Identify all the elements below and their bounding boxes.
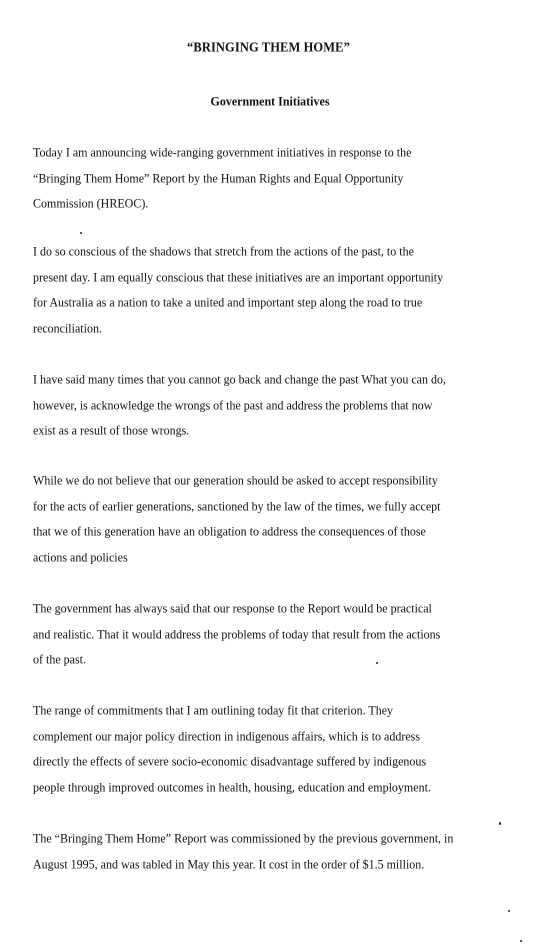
paragraph-5 <box>33 596 525 673</box>
paragraph-line: The range of commitments that I am outlining today fit that criterion. They <box>33 702 394 718</box>
paragraph-line: While we do not believe that our generation should be asked to accept responsibility <box>33 472 438 488</box>
paragraph-1 <box>33 140 525 217</box>
paragraph-3 <box>33 367 525 444</box>
paragraph-line: however, is acknowledge the wrongs of the past and address the problems that now <box>33 396 433 413</box>
paragraph-line: exist as a result of those wrongs. <box>33 422 190 438</box>
paragraph-2 <box>33 239 525 341</box>
paragraph-line: I have said many times that you cannot go back and change the past What you can do, <box>33 371 446 387</box>
paragraph-line: The “Bringing Them Home” Report was commissioned by the previous government, in <box>33 830 454 846</box>
paragraph-4 <box>33 468 525 570</box>
document-subtitle: Government Initiatives <box>210 93 330 109</box>
paragraph-line: complement our major policy direction in indigenous affairs, which is to address <box>33 727 421 744</box>
paragraph-line: present day. I am equally conscious that these initiatives are an important opportunity <box>33 268 444 285</box>
paragraph-line: “Bringing Them Home” Report by the Human Rights and Equal Opportunity <box>33 169 404 186</box>
paragraph-line: August 1995, and was tabled in May this year. It cost in the order of $1.5 million. <box>33 855 425 872</box>
scan-speck <box>499 822 501 825</box>
paragraph-line: of the past. <box>33 651 86 667</box>
paragraph-line: people through improved outcomes in health, housing, education and employment. <box>33 779 431 795</box>
paragraph-6 <box>33 698 525 800</box>
scan-speck <box>80 232 82 234</box>
paragraph-line: that we of this generation have an obligation to address the consequences of those <box>33 523 426 539</box>
paragraph-7 <box>33 826 525 877</box>
scan-speck <box>520 940 522 942</box>
scan-speck <box>508 910 510 912</box>
scan-speck <box>376 662 378 664</box>
paragraph-line: reconciliation. <box>33 320 102 336</box>
paragraph-line: and realistic. That it would address the problems of today that result from the actions <box>33 625 441 642</box>
paragraph-line: I do so conscious of the shadows that stretch from the actions of the past, to the <box>33 243 414 259</box>
paragraph-line: directly the effects of severe socio-economic disadvantage suffered by indigenous <box>33 753 427 769</box>
paragraph-line: for the acts of earlier generations, sanctioned by the law of the times, we fully accept <box>33 497 441 514</box>
document-title: “BRINGING THEM HOME” <box>187 39 350 55</box>
paragraph-line: for Australia as a nation to take a united and important step along the road to true <box>33 294 423 310</box>
paragraph-line: The government has always said that our response to the Report would be practical <box>33 600 432 616</box>
paragraph-line: Today I am announcing wide-ranging government initiatives in response to the <box>33 144 412 160</box>
paragraph-line: actions and policies <box>33 549 128 565</box>
paragraph-line: Commission (HREOC). <box>33 195 149 211</box>
